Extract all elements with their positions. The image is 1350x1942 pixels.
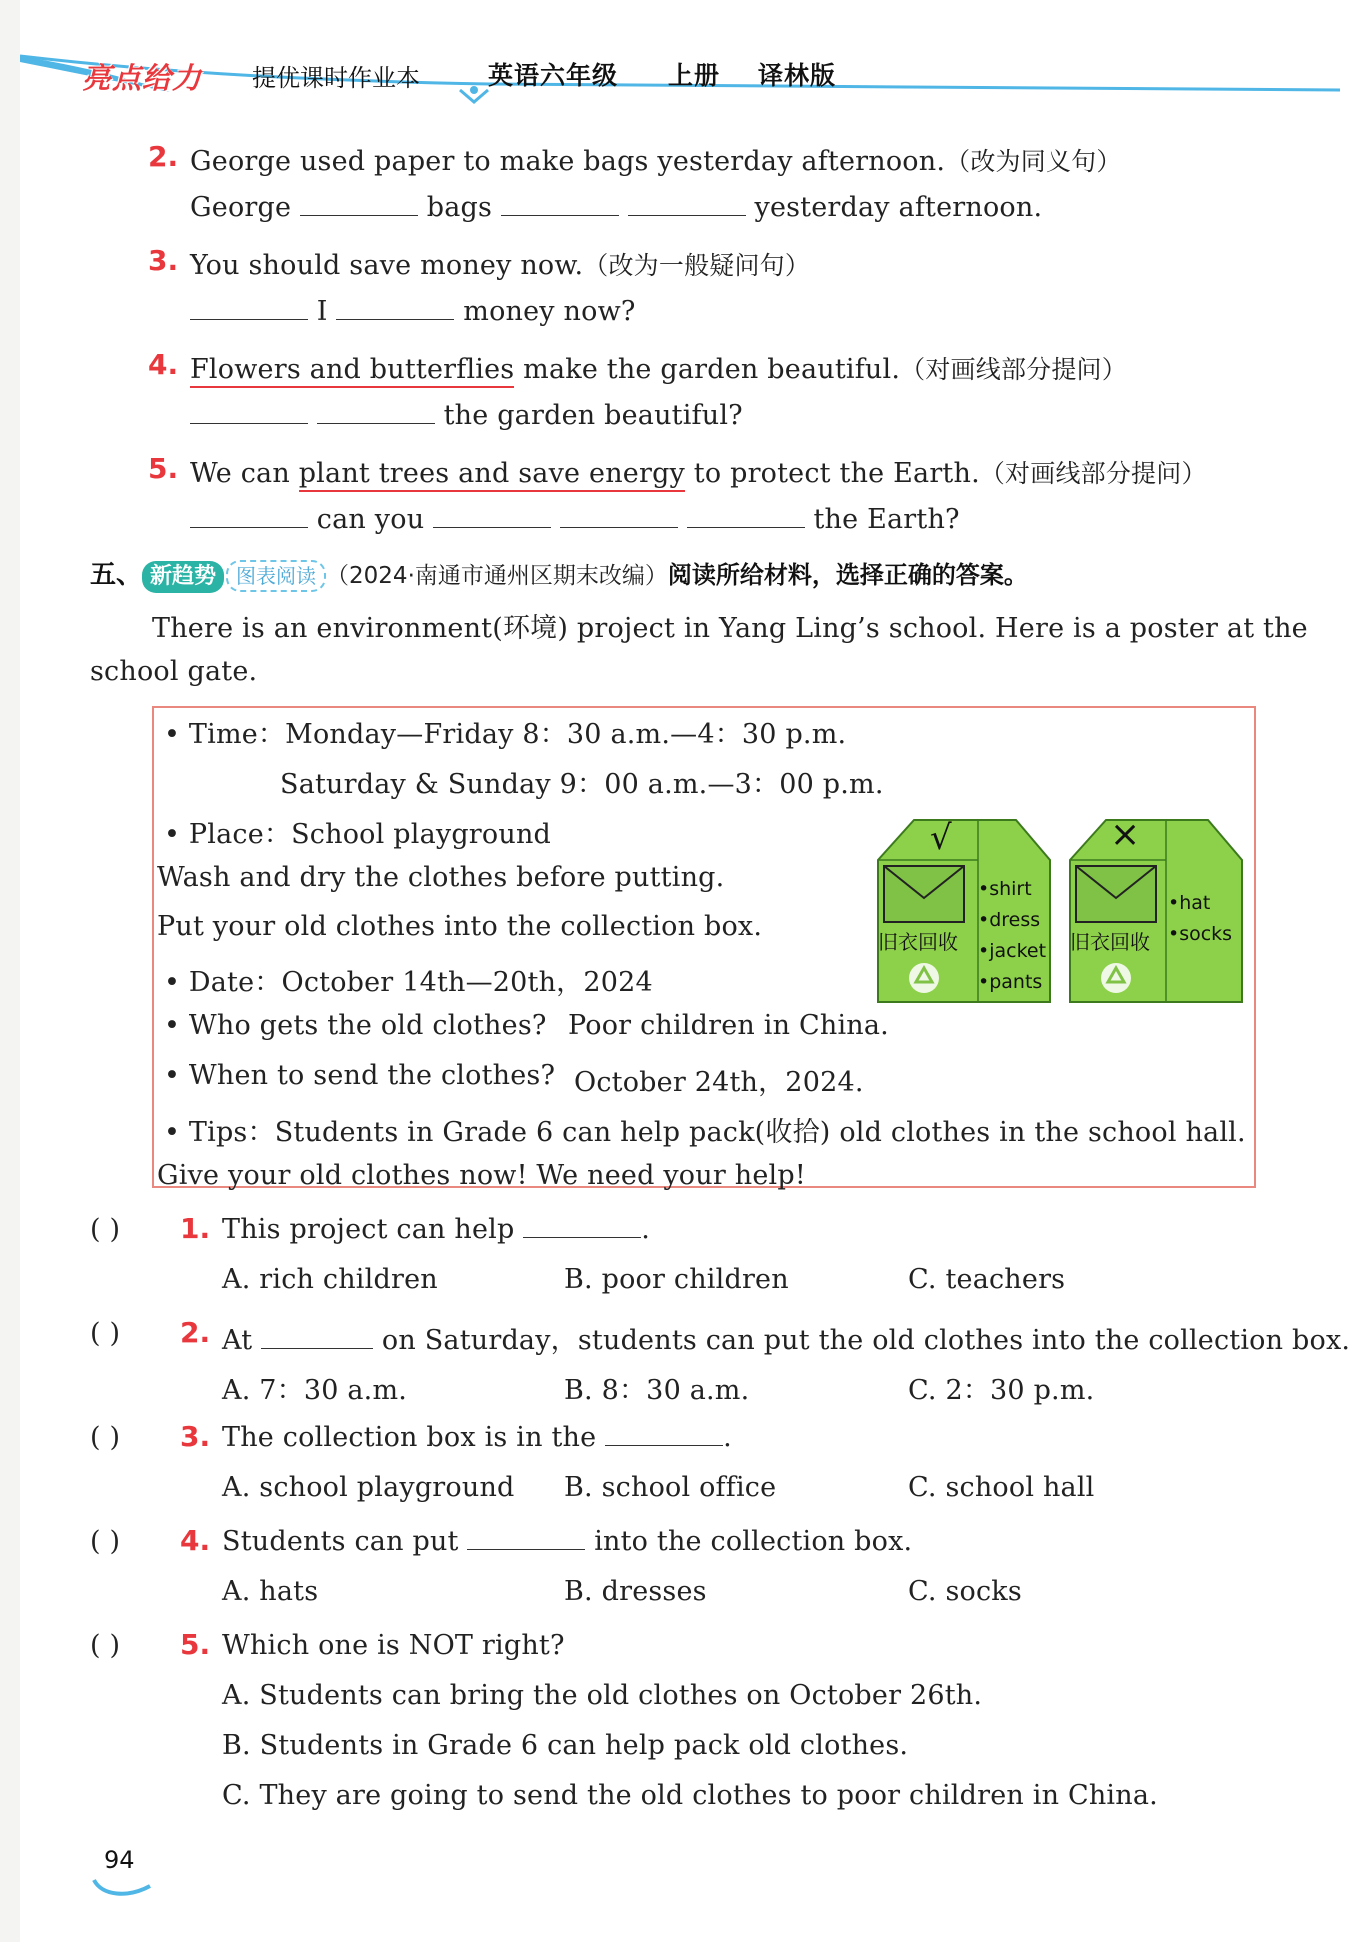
answer-blank[interactable]	[190, 401, 308, 424]
cross-mark-icon: ×	[1110, 814, 1141, 855]
answer-blank[interactable]	[523, 1215, 641, 1238]
answer-paren[interactable]: ( )	[90, 1214, 121, 1245]
answer-line: I money now?	[190, 296, 636, 327]
option-b[interactable]: B. school office	[564, 1472, 777, 1503]
allowed-item: •jacket	[978, 940, 1047, 962]
answer-paren[interactable]: ( )	[90, 1422, 121, 1453]
poster-place: • Place：School playground	[164, 819, 552, 850]
question-stem: This project can help .	[222, 1214, 651, 1245]
poster-put: Put your old clothes into the collection box.	[157, 911, 763, 942]
brand-logo: 亮点给力	[82, 61, 203, 95]
not-allowed-item: •socks	[1168, 923, 1233, 945]
allowed-item: •pants	[978, 971, 1043, 993]
answer-line: can you the Earth?	[190, 504, 960, 535]
question-stem: At on Saturday，students can put the old clothes into the collection box.	[222, 1325, 1350, 1356]
answer-blank[interactable]	[628, 193, 746, 216]
tag-new-trend: 新趋势	[142, 561, 224, 593]
not-allowed-items-list	[1168, 888, 1240, 950]
book-subject: 英语六年级	[488, 61, 619, 90]
question-sentence: You should save money now.（改为一般疑问句）	[190, 250, 811, 281]
option-b[interactable]: B. 8：30 a.m.	[564, 1375, 750, 1406]
poster-give: Give your old clothes now! We need your help!	[157, 1160, 806, 1191]
poster-when-answer: October 24th，2024.	[574, 1067, 864, 1098]
answer-line: George bags yesterday afternoon.	[190, 192, 1043, 223]
option-c[interactable]: C. They are going to send the old clothes to poor children in China.	[222, 1780, 1158, 1811]
question-number: 2.	[180, 1316, 211, 1349]
answer-blank[interactable]	[467, 1527, 585, 1550]
allowed-item: •dress	[978, 909, 1041, 931]
page-edge	[0, 0, 20, 1942]
option-b[interactable]: B. poor children	[564, 1264, 789, 1295]
option-a[interactable]: A. rich children	[222, 1264, 438, 1295]
poster-tips: • Tips：Students in Grade 6 can help pack(收拾) old clothes in the school hall.	[164, 1117, 1246, 1148]
answer-line: the garden beautiful?	[190, 400, 743, 431]
question-number: 3.	[148, 244, 179, 277]
option-a[interactable]: A. Students can bring the old clothes on October 26th.	[222, 1680, 983, 1711]
question-number: 5.	[148, 452, 179, 485]
allowed-item: •shirt	[978, 878, 1032, 900]
section-heading: 五、 新趋势 图表阅读 （2024·南通市通州区期末改编）阅读所给材料，选择正确的答案。	[90, 554, 1028, 593]
question-stem: The collection box is in the .	[222, 1422, 732, 1453]
answer-blank[interactable]	[317, 401, 435, 424]
check-mark-icon: √	[930, 818, 952, 858]
question-number: 3.	[180, 1420, 211, 1453]
answer-blank[interactable]	[433, 505, 551, 528]
option-c[interactable]: C. 2：30 p.m.	[908, 1375, 1095, 1406]
answer-blank[interactable]	[560, 505, 678, 528]
page-number: 94	[104, 1846, 135, 1874]
answer-blank[interactable]	[190, 297, 308, 320]
question-sentence: Flowers and butterflies make the garden beautiful.（对画线部分提问）	[190, 350, 1127, 386]
answer-blank[interactable]	[190, 505, 308, 528]
poster-date: • Date：October 14th—20th，2024	[164, 967, 653, 998]
question-number: 4.	[148, 348, 179, 381]
option-c[interactable]: C. teachers	[908, 1264, 1066, 1295]
question-stem: Students can put into the collection box.	[222, 1526, 913, 1557]
poster-who: • Who gets the old clothes?	[164, 1010, 547, 1041]
allowed-items-list	[978, 874, 1050, 998]
answer-blank[interactable]	[501, 193, 619, 216]
question-number: 5.	[180, 1628, 211, 1661]
tag-chart-reading: 图表阅读	[226, 560, 326, 592]
poster-time-weekend: Saturday & Sunday 9：00 a.m.—3：00 p.m.	[280, 769, 884, 800]
answer-blank[interactable]	[687, 505, 805, 528]
question-number: 4.	[180, 1524, 211, 1557]
not-allowed-item: •hat	[1168, 892, 1211, 914]
option-a[interactable]: A. school playground	[222, 1472, 515, 1503]
answer-blank[interactable]	[261, 1326, 373, 1349]
book-series-title: 提优课时作业本	[252, 64, 420, 92]
poster-when: • When to send the clothes?	[164, 1060, 556, 1091]
option-a[interactable]: A. 7：30 a.m.	[222, 1375, 408, 1406]
answer-paren[interactable]: ( )	[90, 1630, 121, 1661]
box-label: 旧衣回收	[1070, 930, 1150, 954]
option-b[interactable]: B. dresses	[564, 1576, 707, 1607]
option-a[interactable]: A. hats	[222, 1576, 319, 1607]
question-number: 1.	[180, 1212, 211, 1245]
poster-wash: Wash and dry the clothes before putting.	[157, 862, 725, 893]
question-sentence: George used paper to make bags yesterday afternoon.（改为同义句）	[190, 146, 1122, 177]
book-volume: 上册	[668, 61, 721, 90]
book-edition: 译林版	[758, 61, 837, 90]
intro-text: school gate.	[90, 656, 258, 687]
answer-blank[interactable]	[336, 297, 454, 320]
option-b[interactable]: B. Students in Grade 6 can help pack old clothes.	[222, 1730, 909, 1761]
answer-paren[interactable]: ( )	[90, 1318, 121, 1349]
answer-blank[interactable]	[300, 193, 418, 216]
answer-blank[interactable]	[605, 1423, 723, 1446]
question-stem: Which one is NOT right?	[222, 1630, 565, 1661]
question-sentence: We can plant trees and save energy to protect the Earth.（对画线部分提问）	[190, 454, 1207, 490]
box-label: 旧衣回收	[878, 930, 958, 954]
intro-text: There is an environment(环境) project in Yang Ling’s school. Here is a poster at the	[152, 613, 1308, 644]
poster-time: • Time：Monday—Friday 8：30 a.m.—4：30 p.m.	[164, 719, 847, 750]
question-number: 2.	[148, 140, 179, 173]
option-c[interactable]: C. socks	[908, 1576, 1022, 1607]
option-c[interactable]: C. school hall	[908, 1472, 1095, 1503]
answer-paren[interactable]: ( )	[90, 1526, 121, 1557]
poster-who-answer: Poor children in China.	[568, 1010, 889, 1041]
